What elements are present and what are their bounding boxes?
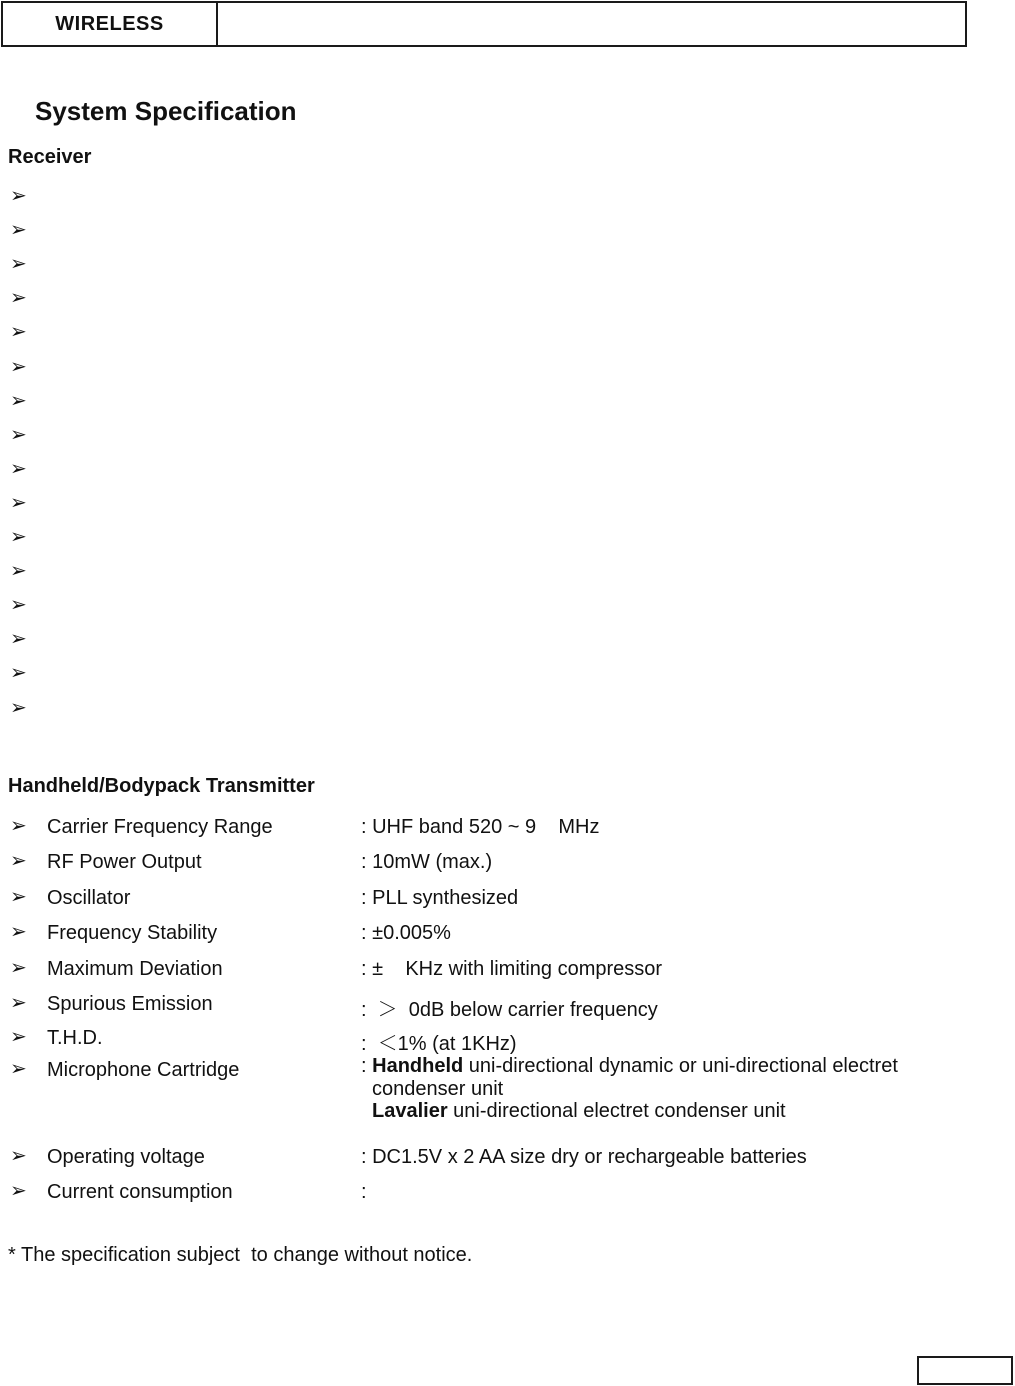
arrow-bullet-icon: ➢ bbox=[10, 992, 27, 1014]
arrow-bullet-icon: ➢ bbox=[10, 1058, 27, 1080]
arrow-bullet-icon: ➢ bbox=[10, 526, 27, 548]
spec-value: : PLL synthesized bbox=[361, 887, 519, 909]
spec-value: : 10mW (max.) bbox=[361, 851, 493, 873]
spec-row-operating-voltage bbox=[0, 1142, 1015, 1172]
spec-value: : ＞ 0dB below carrier frequency bbox=[361, 999, 658, 1021]
mic-handheld-cont: condenser unit bbox=[372, 1077, 504, 1100]
arrow-bullet-icon: ➢ bbox=[10, 219, 27, 242]
mic-lavalier-text: uni-directional electret condenser unit bbox=[447, 1100, 786, 1122]
receiver-heading: Receiver bbox=[8, 146, 92, 168]
arrow-bullet-icon: ➢ bbox=[10, 423, 27, 446]
header-label: WIRELESS bbox=[55, 12, 164, 35]
spec-label: Microphone Cartridge bbox=[47, 1059, 240, 1081]
page-number-box bbox=[917, 1356, 1013, 1385]
spec-row-maximum-deviation bbox=[0, 954, 1015, 984]
arrow-bullet-icon: ➢ bbox=[10, 560, 27, 583]
spec-label: Maximum Deviation bbox=[47, 958, 223, 980]
arrow-bullet-icon: ➢ bbox=[10, 287, 27, 310]
mic-handheld-label: Handheld bbox=[372, 1055, 464, 1077]
arrow-bullet-icon: ➢ bbox=[10, 594, 27, 617]
arrow-bullet-icon: ➢ bbox=[10, 321, 27, 344]
mic-lavalier-line bbox=[361, 1100, 898, 1123]
spec-label: Operating voltage bbox=[47, 1146, 205, 1168]
spec-label: RF Power Output bbox=[47, 851, 202, 873]
arrow-bullet-icon: ➢ bbox=[10, 1180, 27, 1202]
microphone-cartridge-value bbox=[361, 1055, 898, 1123]
spec-label: Spurious Emission bbox=[47, 993, 213, 1015]
arrow-bullet-icon: ➢ bbox=[10, 850, 27, 872]
arrow-bullet-icon: ➢ bbox=[10, 1026, 27, 1048]
spec-label: Oscillator bbox=[47, 887, 131, 909]
arrow-bullet-icon: ➢ bbox=[10, 696, 27, 719]
spec-label: Carrier Frequency Range bbox=[47, 816, 273, 838]
spec-value: : ＜1% (at 1KHz) bbox=[361, 1033, 517, 1055]
arrow-bullet-icon: ➢ bbox=[10, 253, 27, 276]
spec-value: : DC1.5V x 2 AA size dry or rechargeable batteries bbox=[361, 1146, 807, 1168]
arrow-bullet-icon: ➢ bbox=[10, 491, 27, 514]
spec-row-rf-power bbox=[0, 847, 1015, 877]
header-divider bbox=[216, 3, 218, 45]
spec-label: T.H.D. bbox=[47, 1027, 103, 1049]
mic-handheld-text: uni-directional dynamic or uni-directional electret bbox=[463, 1055, 898, 1077]
arrow-bullet-icon: ➢ bbox=[10, 1145, 27, 1167]
arrow-bullet-icon: ➢ bbox=[10, 957, 27, 979]
arrow-bullet-icon: ➢ bbox=[10, 389, 27, 412]
arrow-bullet-icon: ➢ bbox=[10, 662, 27, 685]
arrow-bullet-icon: ➢ bbox=[10, 921, 27, 943]
spec-row-carrier-frequency bbox=[0, 812, 1015, 842]
header-box bbox=[1, 1, 967, 47]
spec-value: : bbox=[361, 1181, 367, 1203]
arrow-bullet-icon: ➢ bbox=[10, 628, 27, 651]
spec-label: Current consumption bbox=[47, 1181, 233, 1203]
spec-row-thd bbox=[0, 1023, 1015, 1053]
spec-row-oscillator bbox=[0, 883, 1015, 913]
mic-prefix: : bbox=[361, 1055, 373, 1077]
mic-handheld-line bbox=[361, 1055, 898, 1078]
spec-value: : UHF band 520 ~ 9 MHz bbox=[361, 816, 600, 838]
spec-label: Frequency Stability bbox=[47, 922, 218, 944]
arrow-bullet-icon: ➢ bbox=[10, 457, 27, 480]
arrow-bullet-icon: ➢ bbox=[10, 185, 27, 207]
spec-value: : ±0.005% bbox=[361, 922, 451, 944]
arrow-bullet-icon: ➢ bbox=[10, 355, 27, 378]
page-title: System Specification bbox=[35, 96, 297, 126]
spec-row-frequency-stability bbox=[0, 918, 1015, 948]
arrow-bullet-icon: ➢ bbox=[10, 886, 27, 908]
spec-row-current-consumption bbox=[0, 1177, 1015, 1207]
spec-row-spurious-emission bbox=[0, 989, 1015, 1019]
arrow-bullet-icon: ➢ bbox=[10, 815, 27, 837]
footnote: * The specification subject to change without notice. bbox=[8, 1244, 473, 1266]
mic-lavalier-label: Lavalier bbox=[372, 1100, 448, 1122]
spec-value: : ± KHz with limiting compressor bbox=[361, 958, 663, 980]
transmitter-heading: Handheld/Bodypack Transmitter bbox=[8, 775, 315, 797]
